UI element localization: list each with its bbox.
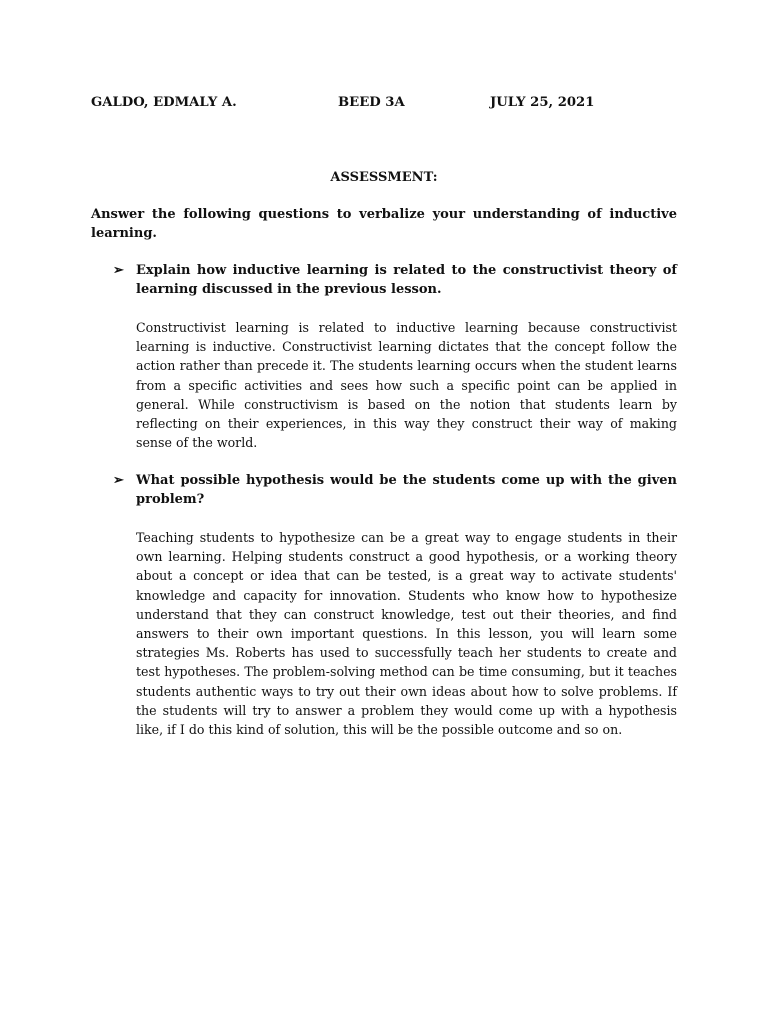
- arrow-bullet-icon: ➢: [113, 263, 124, 278]
- document-header: [91, 93, 691, 113]
- student-name: GALDO, EDMALY A.: [91, 95, 237, 110]
- page-title: ASSESSMENT:: [330, 170, 438, 185]
- document-date: JULY 25, 2021: [490, 95, 595, 110]
- student-class: BEED 3A: [338, 95, 405, 110]
- arrow-bullet-icon: ➢: [113, 473, 124, 488]
- answer-2: Teaching students to hypothesize can be a great way to engage students in their own learning. Helping students construct a good hypothesis, or a working theory about a concept or idea that can be tested, is a great way to activate students' knowledge and capacity for innovation. Students who know how to hypothesize understand that they can construct knowledge, test out their theories, and find answers to their own important questions. In this lesson, you will learn some strategies Ms. Roberts has used to successfully teach her students to create and test hypotheses. The problem-solving method can be time consuming, but it teaches students authentic ways to try out their own ideas about how to solve problems. If the students will try to answer a problem they would come up with a hypothesis like, if I do this kind of solution, this will be the possible outcome and so on.: [136, 530, 677, 738]
- answer-1: Constructivist learning is related to inductive learning because constructivist learning is inductive. Constructivist learning dictates that the concept follow the action rather than precede it. The students learning occurs when the student learns from a specific activities and sees how such a specific point can be applied in general. While constructivism is based on the notion that students learn by reflecting on their experiences, in this way they construct their way of making sense of the world.: [136, 320, 677, 451]
- question-1: Explain how inductive learning is related to the constructivist theory of learning discussed in the previous lesson.: [136, 263, 677, 297]
- question-2: What possible hypothesis would be the students come up with the given problem?: [136, 473, 677, 507]
- instructions-text: Answer the following questions to verbalize your understanding of inductive learning.: [91, 207, 677, 241]
